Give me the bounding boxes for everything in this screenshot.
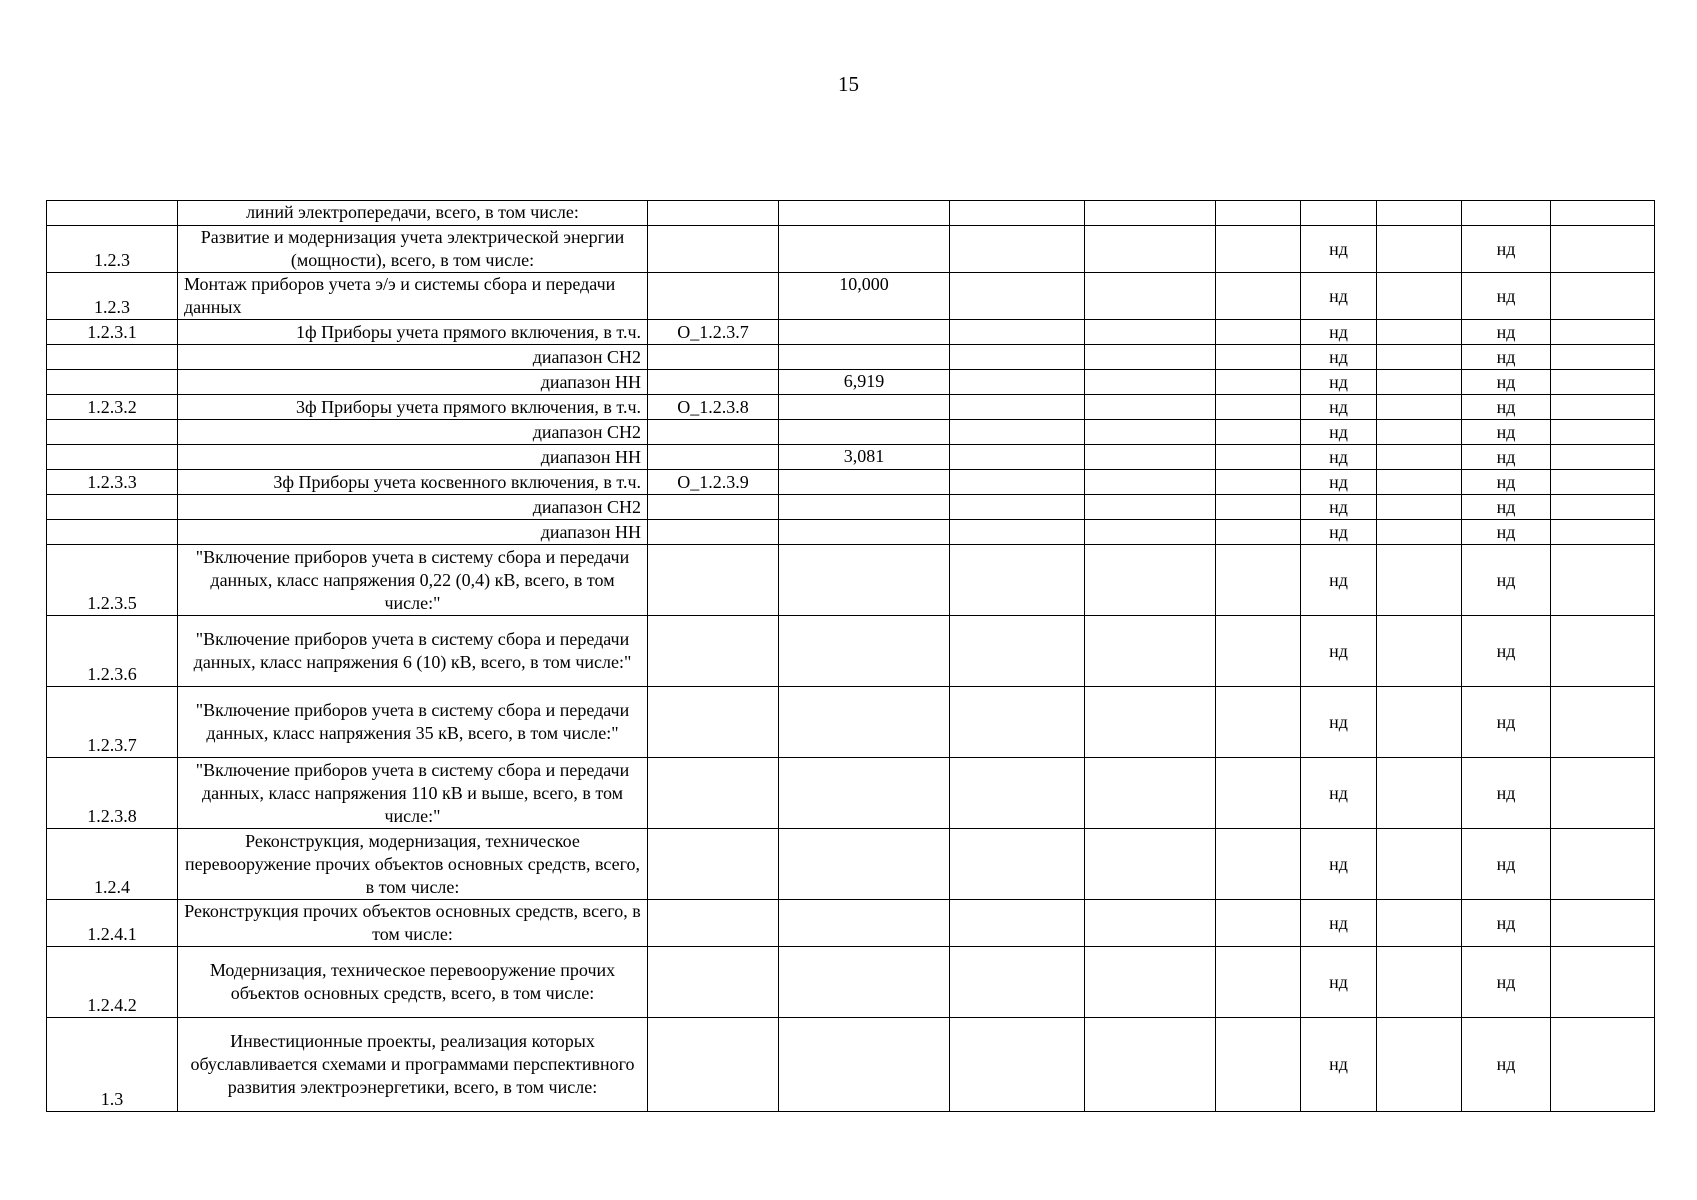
empty-cell — [1085, 320, 1216, 345]
project-code-cell — [648, 495, 779, 520]
empty-cell — [1216, 758, 1301, 829]
table-row — [47, 495, 1655, 520]
project-code-cell: O_1.2.3.7 — [648, 320, 779, 345]
empty-cell — [950, 345, 1085, 370]
project-code-cell — [648, 420, 779, 445]
row-number-cell — [47, 445, 178, 470]
table-row — [47, 687, 1655, 758]
nd-cell — [1301, 201, 1377, 226]
table-row — [47, 616, 1655, 687]
nd-cell: нд — [1462, 687, 1551, 758]
empty-cell — [1216, 545, 1301, 616]
empty-cell — [1085, 900, 1216, 947]
empty-cell — [1551, 395, 1655, 420]
project-code-cell — [648, 370, 779, 395]
row-name-cell: "Включение приборов учета в систему сбора и передачи данных, класс напряжения 6 (10) кВ, всего, в том числе:" — [178, 616, 648, 687]
row-number-cell: 1.2.4.2 — [47, 947, 178, 1018]
empty-cell — [1085, 273, 1216, 320]
row-number-cell: 1.2.4 — [47, 829, 178, 900]
empty-cell — [1377, 545, 1462, 616]
row-name-cell: 3ф Приборы учета косвенного включения, в т.ч. — [178, 470, 648, 495]
empty-cell — [1377, 900, 1462, 947]
investment-table — [46, 200, 1655, 1112]
nd-cell: нд — [1462, 829, 1551, 900]
empty-cell — [1085, 829, 1216, 900]
empty-cell — [1377, 445, 1462, 470]
empty-cell — [1551, 687, 1655, 758]
nd-cell: нд — [1462, 545, 1551, 616]
row-name-cell: 3ф Приборы учета прямого включения, в т.ч. — [178, 395, 648, 420]
empty-cell — [1551, 445, 1655, 470]
table-row — [47, 226, 1655, 273]
empty-cell — [1085, 226, 1216, 273]
empty-cell — [950, 370, 1085, 395]
empty-cell — [1216, 345, 1301, 370]
empty-cell — [1085, 1018, 1216, 1112]
empty-cell — [950, 320, 1085, 345]
empty-cell — [1216, 520, 1301, 545]
empty-cell — [950, 273, 1085, 320]
empty-cell — [1377, 470, 1462, 495]
value-cell: 6,919 — [779, 370, 950, 395]
empty-cell — [1551, 616, 1655, 687]
empty-cell — [1216, 495, 1301, 520]
project-code-cell — [648, 226, 779, 273]
empty-cell — [950, 900, 1085, 947]
table-row — [47, 201, 1655, 226]
row-number-cell — [47, 201, 178, 226]
empty-cell — [1377, 758, 1462, 829]
empty-cell — [1216, 900, 1301, 947]
row-name-cell: Модернизация, техническое перевооружение прочих объектов основных средств, всего, в том числе: — [178, 947, 648, 1018]
row-name-cell: 1ф Приборы учета прямого включения, в т.ч. — [178, 320, 648, 345]
empty-cell — [1216, 201, 1301, 226]
row-number-cell: 1.2.3.6 — [47, 616, 178, 687]
value-cell — [779, 520, 950, 545]
empty-cell — [1085, 345, 1216, 370]
empty-cell — [950, 395, 1085, 420]
value-cell — [779, 829, 950, 900]
empty-cell — [1551, 420, 1655, 445]
value-cell — [779, 495, 950, 520]
nd-cell: нд — [1462, 758, 1551, 829]
empty-cell — [1085, 545, 1216, 616]
row-number-cell: 1.2.3.7 — [47, 687, 178, 758]
row-name-cell: диапазон СН2 — [178, 420, 648, 445]
empty-cell — [1551, 758, 1655, 829]
project-code-cell — [648, 900, 779, 947]
empty-cell — [1085, 445, 1216, 470]
empty-cell — [950, 470, 1085, 495]
empty-cell — [1085, 201, 1216, 226]
empty-cell — [1551, 273, 1655, 320]
nd-cell: нд — [1462, 470, 1551, 495]
value-cell — [779, 395, 950, 420]
empty-cell — [1551, 520, 1655, 545]
empty-cell — [1085, 495, 1216, 520]
value-cell — [779, 758, 950, 829]
empty-cell — [1377, 495, 1462, 520]
row-name-cell: диапазон НН — [178, 445, 648, 470]
empty-cell — [1216, 395, 1301, 420]
row-number-cell: 1.2.3.1 — [47, 320, 178, 345]
nd-cell: нд — [1462, 520, 1551, 545]
empty-cell — [1377, 345, 1462, 370]
nd-cell: нд — [1462, 395, 1551, 420]
table-row — [47, 545, 1655, 616]
value-cell — [779, 470, 950, 495]
value-cell — [779, 201, 950, 226]
empty-cell — [950, 687, 1085, 758]
project-code-cell — [648, 1018, 779, 1112]
nd-cell — [1462, 201, 1551, 226]
empty-cell — [1377, 226, 1462, 273]
nd-cell: нд — [1301, 616, 1377, 687]
value-cell — [779, 320, 950, 345]
empty-cell — [1551, 345, 1655, 370]
empty-cell — [1551, 320, 1655, 345]
empty-cell — [1377, 273, 1462, 320]
nd-cell: нд — [1462, 273, 1551, 320]
row-name-cell: Монтаж приборов учета э/э и системы сбора и передачи данных — [178, 273, 648, 320]
row-number-cell: 1.2.3 — [47, 273, 178, 320]
row-name-cell: Реконструкция, модернизация, техническое перевооружение прочих объектов основных средств, всего, в том числе: — [178, 829, 648, 900]
empty-cell — [1085, 947, 1216, 1018]
empty-cell — [950, 420, 1085, 445]
row-name-cell: "Включение приборов учета в систему сбора и передачи данных, класс напряжения 110 кВ и выше, всего, в том числе:" — [178, 758, 648, 829]
project-code-cell — [648, 947, 779, 1018]
empty-cell — [1377, 395, 1462, 420]
nd-cell: нд — [1462, 947, 1551, 1018]
empty-cell — [1085, 520, 1216, 545]
nd-cell: нд — [1462, 320, 1551, 345]
empty-cell — [1085, 420, 1216, 445]
project-code-cell — [648, 829, 779, 900]
empty-cell — [1216, 320, 1301, 345]
nd-cell: нд — [1462, 900, 1551, 947]
empty-cell — [1377, 320, 1462, 345]
value-cell: 10,000 — [779, 273, 950, 320]
table-row — [47, 445, 1655, 470]
empty-cell — [1085, 395, 1216, 420]
project-code-cell — [648, 273, 779, 320]
nd-cell: нд — [1462, 420, 1551, 445]
empty-cell — [1216, 947, 1301, 1018]
nd-cell: нд — [1462, 1018, 1551, 1112]
empty-cell — [1216, 370, 1301, 395]
project-code-cell — [648, 520, 779, 545]
table-row — [47, 345, 1655, 370]
empty-cell — [1085, 470, 1216, 495]
row-name-cell: Развитие и модернизация учета электрической энергии (мощности), всего, в том числе: — [178, 226, 648, 273]
table-row — [47, 273, 1655, 320]
table-row — [47, 370, 1655, 395]
empty-cell — [1551, 370, 1655, 395]
value-cell — [779, 900, 950, 947]
row-number-cell: 1.2.4.1 — [47, 900, 178, 947]
nd-cell: нд — [1462, 495, 1551, 520]
row-name-cell: диапазон НН — [178, 370, 648, 395]
page-number: 15 — [838, 72, 859, 96]
table-row — [47, 520, 1655, 545]
value-cell: 3,081 — [779, 445, 950, 470]
empty-cell — [950, 545, 1085, 616]
project-code-cell — [648, 545, 779, 616]
empty-cell — [1085, 758, 1216, 829]
empty-cell — [1551, 226, 1655, 273]
nd-cell: нд — [1301, 495, 1377, 520]
row-number-cell: 1.2.3.8 — [47, 758, 178, 829]
empty-cell — [1216, 273, 1301, 320]
empty-cell — [1551, 495, 1655, 520]
table-body — [47, 201, 1655, 1112]
empty-cell — [1551, 470, 1655, 495]
empty-cell — [1377, 687, 1462, 758]
project-code-cell — [648, 687, 779, 758]
nd-cell: нд — [1301, 1018, 1377, 1112]
row-number-cell: 1.2.3.2 — [47, 395, 178, 420]
nd-cell: нд — [1301, 445, 1377, 470]
table-row — [47, 947, 1655, 1018]
nd-cell: нд — [1462, 345, 1551, 370]
row-name-cell: диапазон СН2 — [178, 345, 648, 370]
value-cell — [779, 1018, 950, 1112]
row-number-cell: 1.2.3.5 — [47, 545, 178, 616]
nd-cell: нд — [1301, 947, 1377, 1018]
empty-cell — [1551, 545, 1655, 616]
empty-cell — [950, 829, 1085, 900]
empty-cell — [1377, 947, 1462, 1018]
nd-cell: нд — [1301, 395, 1377, 420]
table-row — [47, 320, 1655, 345]
nd-cell: нд — [1301, 520, 1377, 545]
empty-cell — [1377, 420, 1462, 445]
nd-cell: нд — [1301, 470, 1377, 495]
empty-cell — [1216, 1018, 1301, 1112]
row-number-cell: 1.2.3.3 — [47, 470, 178, 495]
value-cell — [779, 687, 950, 758]
empty-cell — [950, 226, 1085, 273]
nd-cell: нд — [1462, 226, 1551, 273]
empty-cell — [1551, 947, 1655, 1018]
nd-cell: нд — [1301, 829, 1377, 900]
project-code-cell — [648, 758, 779, 829]
empty-cell — [950, 445, 1085, 470]
table-row — [47, 829, 1655, 900]
empty-cell — [1377, 520, 1462, 545]
nd-cell: нд — [1301, 900, 1377, 947]
row-name-cell: диапазон СН2 — [178, 495, 648, 520]
value-cell — [779, 616, 950, 687]
nd-cell: нд — [1301, 545, 1377, 616]
project-code-cell — [648, 445, 779, 470]
row-number-cell — [47, 495, 178, 520]
empty-cell — [950, 1018, 1085, 1112]
empty-cell — [1551, 201, 1655, 226]
nd-cell: нд — [1301, 370, 1377, 395]
table-row — [47, 900, 1655, 947]
nd-cell: нд — [1462, 445, 1551, 470]
row-number-cell: 1.3 — [47, 1018, 178, 1112]
row-name-cell: Реконструкция прочих объектов основных средств, всего, в том числе: — [178, 900, 648, 947]
value-cell — [779, 345, 950, 370]
project-code-cell — [648, 616, 779, 687]
value-cell — [779, 947, 950, 1018]
value-cell — [779, 545, 950, 616]
value-cell — [779, 420, 950, 445]
nd-cell: нд — [1301, 345, 1377, 370]
empty-cell — [1551, 1018, 1655, 1112]
empty-cell — [950, 616, 1085, 687]
table-row — [47, 758, 1655, 829]
empty-cell — [950, 520, 1085, 545]
nd-cell: нд — [1301, 320, 1377, 345]
nd-cell: нд — [1301, 420, 1377, 445]
nd-cell: нд — [1462, 616, 1551, 687]
row-name-cell: Инвестиционные проекты, реализация которых обуславливается схемами и программами перспективного развития электроэнергетики, всего, в том числе: — [178, 1018, 648, 1112]
empty-cell — [1085, 687, 1216, 758]
row-name-cell: "Включение приборов учета в систему сбора и передачи данных, класс напряжения 0,22 (0,4) кВ, всего, в том числе:" — [178, 545, 648, 616]
empty-cell — [950, 495, 1085, 520]
row-number-cell — [47, 520, 178, 545]
empty-cell — [950, 758, 1085, 829]
project-code-cell — [648, 201, 779, 226]
empty-cell — [1216, 616, 1301, 687]
empty-cell — [1551, 900, 1655, 947]
empty-cell — [1216, 470, 1301, 495]
empty-cell — [1377, 829, 1462, 900]
nd-cell: нд — [1462, 370, 1551, 395]
empty-cell — [950, 201, 1085, 226]
empty-cell — [1377, 1018, 1462, 1112]
nd-cell: нд — [1301, 758, 1377, 829]
project-code-cell: O_1.2.3.8 — [648, 395, 779, 420]
empty-cell — [1216, 445, 1301, 470]
empty-cell — [1216, 829, 1301, 900]
empty-cell — [1377, 201, 1462, 226]
project-code-cell: O_1.2.3.9 — [648, 470, 779, 495]
empty-cell — [1216, 420, 1301, 445]
empty-cell — [1377, 616, 1462, 687]
table-row — [47, 1018, 1655, 1112]
nd-cell: нд — [1301, 226, 1377, 273]
row-name-cell: линий электропередачи, всего, в том числе: — [178, 201, 648, 226]
project-code-cell — [648, 345, 779, 370]
empty-cell — [1551, 829, 1655, 900]
table-row — [47, 395, 1655, 420]
nd-cell: нд — [1301, 273, 1377, 320]
row-number-cell — [47, 370, 178, 395]
row-number-cell — [47, 345, 178, 370]
empty-cell — [1085, 616, 1216, 687]
empty-cell — [1085, 370, 1216, 395]
row-number-cell: 1.2.3 — [47, 226, 178, 273]
value-cell — [779, 226, 950, 273]
table-row — [47, 470, 1655, 495]
row-name-cell: "Включение приборов учета в систему сбора и передачи данных, класс напряжения 35 кВ, всего, в том числе:" — [178, 687, 648, 758]
empty-cell — [950, 947, 1085, 1018]
row-name-cell: диапазон НН — [178, 520, 648, 545]
table-row — [47, 420, 1655, 445]
nd-cell: нд — [1301, 687, 1377, 758]
row-number-cell — [47, 420, 178, 445]
empty-cell — [1216, 687, 1301, 758]
empty-cell — [1377, 370, 1462, 395]
empty-cell — [1216, 226, 1301, 273]
